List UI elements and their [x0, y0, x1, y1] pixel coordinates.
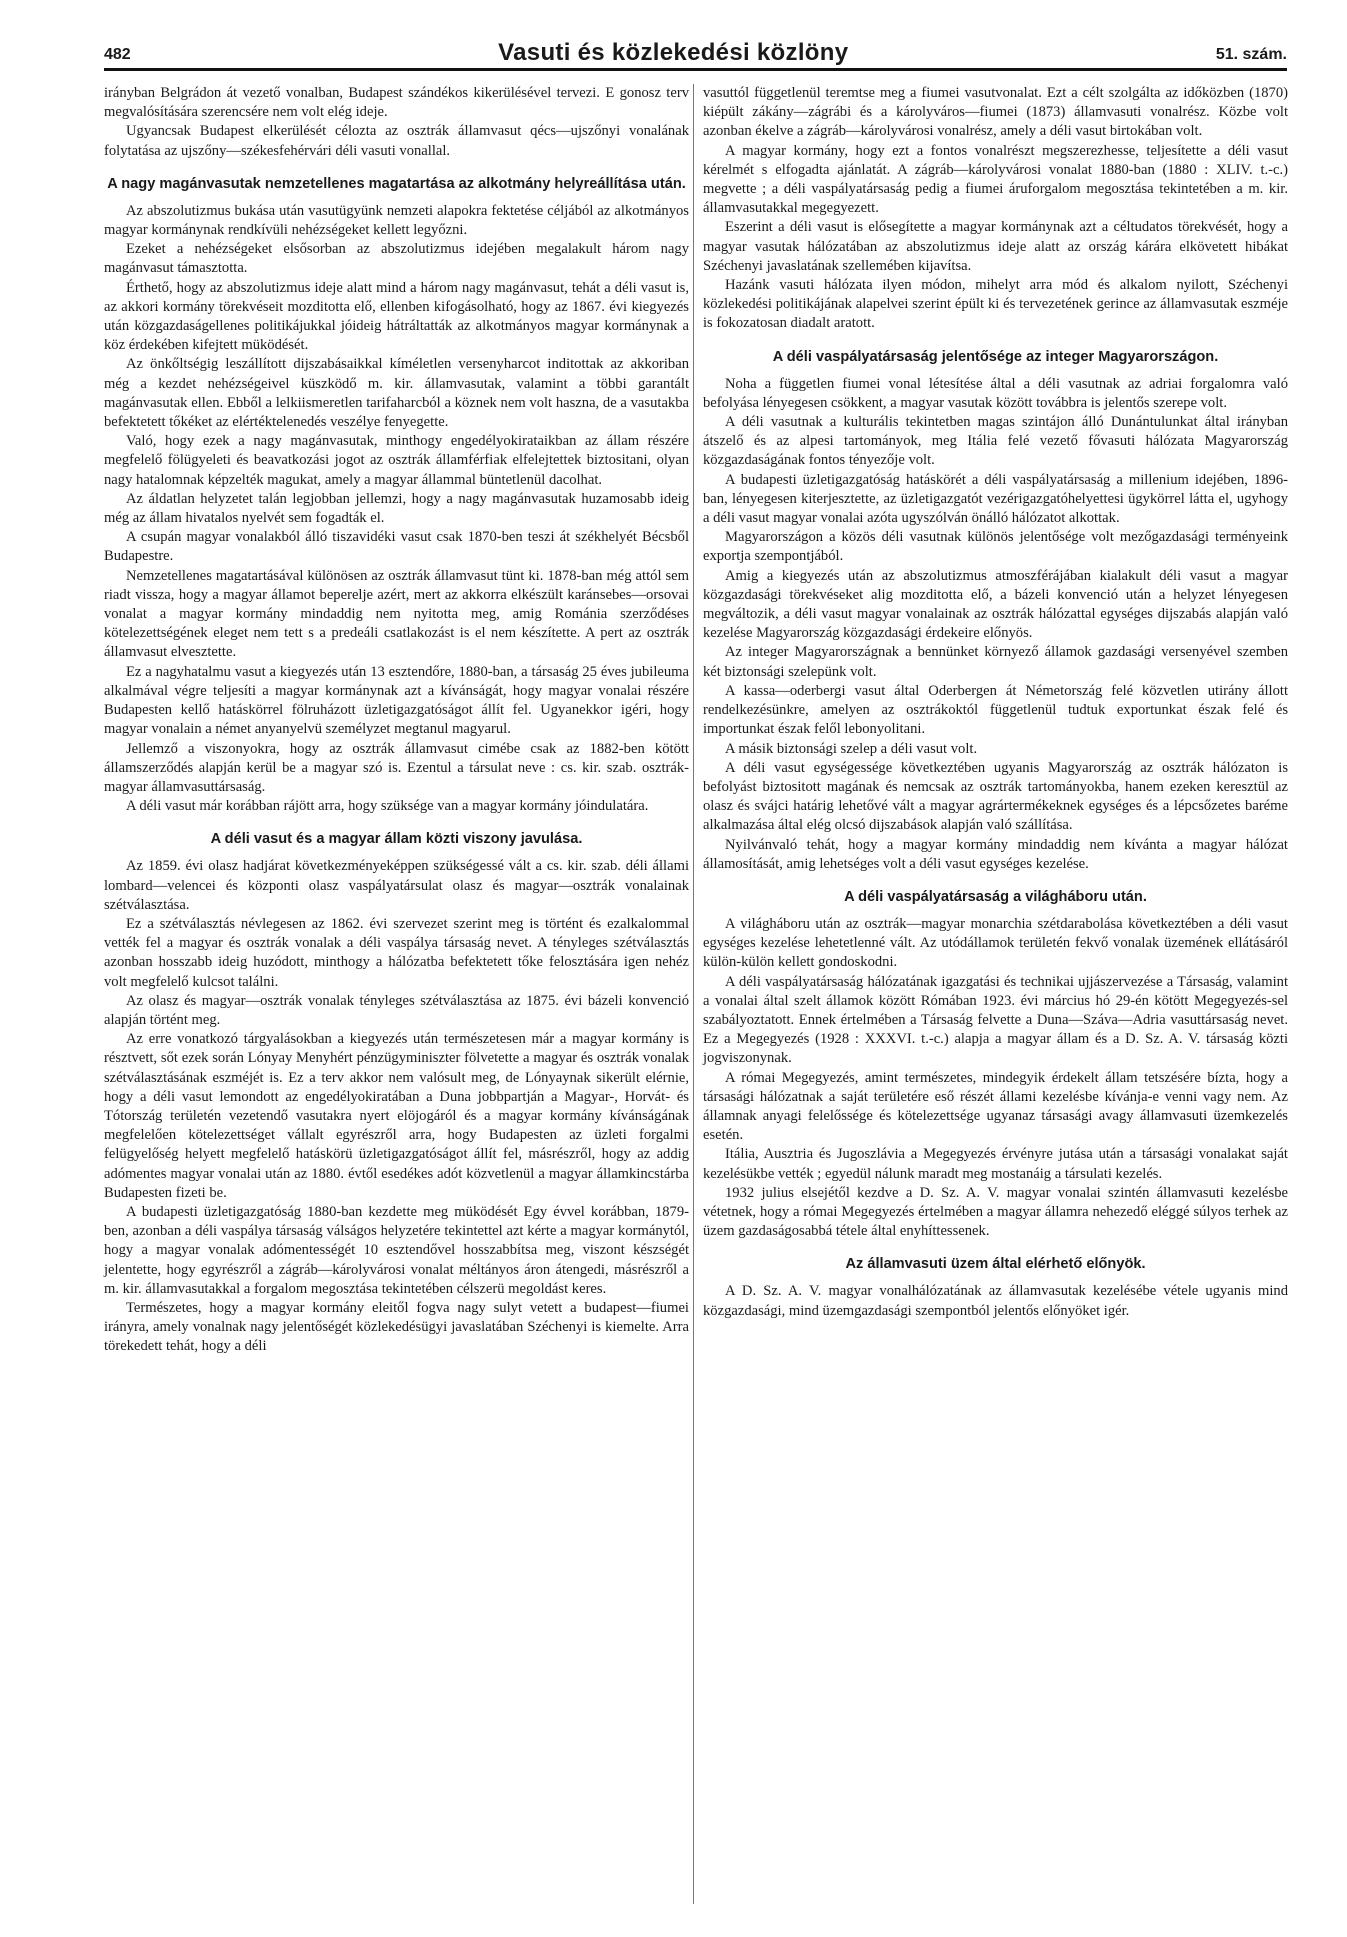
publication-title: Vasuti és közlekedési közlöny	[498, 39, 849, 66]
paragraph: Eszerint a déli vasut is elősegítette a magyar kormánynak azt a céltudatos törekvését, hogy a magyar vasutak hálózatában az abszolutizmus ideje alatt az ország kárára elkövetett hibákat Széchenyi javaslatának szellemében kijavítsa.	[703, 219, 1288, 274]
paragraph: A déli vasut egységessége következtében ugyanis Magyarország az osztrák hálózaton is befolyást biztositott magának és nemcsak az osztrák tartományokba, hanem ezeken keresztül az olasz és svájci határig lehetővé vált a magyar agrártermékeknek egységes és a lépcsőzetes baréme alkalmazása által elég olcsó dijszabások alapján való szállítása.	[703, 759, 1288, 834]
paragraph: A déli vasut már korábban rájött arra, hogy szüksége van a magyar kormány jóindulatára.	[126, 798, 649, 815]
paragraph: A magyar kormány, hogy ezt a fontos vonalrészt megszerezhesse, teljesítette a déli vasut kérelmét s elfogadta ajánlatát. A zágráb—károlyvárosi vonalat 1880-ban (1880 : XLIV. t.-c.) megvette ; a déli vaspályatársaság pedig a fiumei áruforgalom megosztása tekintetében a m. kir. államvasutakkal megegyezett.	[703, 142, 1288, 217]
paragraph: A D. Sz. A. V. magyar vonalhálózatának az államvasutak kezelésébe vétele ugyanis mind közgazdasági, mind üzemgazdasági szempontból jelentős előnyöket igér.	[703, 1283, 1288, 1319]
paragraph: Az olasz és magyar—osztrák vonalak tényleges szétválasztása az 1875. évi bázeli konvenció alapján történt meg.	[104, 992, 689, 1028]
paragraph: Jellemző a viszonyokra, hogy az osztrák államvasut cimébe csak az 1882-ben kötött államszerződés alapján kerül be a magyar szó is. Ezentul a társulat neve : cs. kir. szab. osztrák-magyar államvasuttársaság.	[104, 740, 689, 795]
paragraph: Az önkőltségig leszállított dijszabásaikkal kíméletlen versenyharcot inditottak az akkoriban még a kezdet nehézségeivel küszködő m. kir. államvasutak, valamint a többi garantált magánvasutak ellen. Ebből a lelkiismeretlen tarifaharcból a köznek nem volt haszna, de a vasutakba befektetett tőkéket az elértéktelenedés veszélye fenyegette.	[104, 356, 689, 431]
paragraph: A másik biztonsági szelep a déli vasut volt.	[725, 740, 978, 757]
right-column	[703, 84, 1288, 1321]
paragraph: Nemzetellenes magatartásával különösen az osztrák államvasut tünt ki. 1878-ban még attól sem riadt vissza, hogy a magyar államot beperelje azért, mert az akkorra elkészült karánsebes—orsovai vonalat a magyar kormány mindaddig nem nyitotta meg, amig Románia szerződéses kötelezettségének eleget nem tett s a predeáli csatlakozást is el nem készítette. A pert az osztrák államvasut elvesztette.	[104, 567, 689, 661]
page-number: 482	[104, 46, 131, 63]
paragraph: Az áldatlan helyzetet talán legjobban jellemzi, hogy a nagy magánvasutak huzamosabb ideig még az állam hivatalos nyelvét sem fogadták el.	[104, 490, 689, 527]
paragraph: Hazánk vasuti hálózata ilyen módon, mihelyt arra mód és alkalom nyilott, Széchenyi közlekedési politikájának alapelvei szerint épült ki és tervezetének gerince az államvasutak eszméje is fokozatosan diadalt aratott.	[703, 277, 1288, 332]
paragraph: Természetes, hogy a magyar kormány eleitől fogva nagy sulyt vetett a budapest—fiumei irányra, amely vonalnak nagy jelentőségét közlekedésügyi javaslatában Széchenyi is kiemelte. Arra törekedett tehát, hogy a déli	[104, 1299, 689, 1355]
paragraph: 1932 julius elsejétől kezdve a D. Sz. A. V. magyar vonalai szintén államvasuti kezelésbe vétetnek, hogy a római Megegyezés értelmében a magyar államra nehezedő eléggé súlyos terhek az üzem gazdaságosabbá tétele által enyhíttessenek.	[703, 1184, 1288, 1240]
paragraph: vasuttól függetlenül teremtse meg a fiumei vasutvonalat. Ezt a célt szolgálta az időközben (1870) kiépült zákány—zágrábi és a károlyváros—fiumei (1873) államvasuti vonalrész. Közbe volt azonban ékelve a zágráb—károlyvárosi vonalrész, amely a déli vasut birtokában volt.	[703, 85, 1288, 140]
paragraph: Az erre vonatkozó tárgyalásokban a kiegyezés után természetesen már a magyar kormány is résztvett, sőt ezek során Lónyay Menyhért pénzügyminiszter fölvetette a magyar és osztrák vonalak szétválasztásának eszméjét is. Ez a terv akkor nem valósult meg, de Lónyaynak sikerült elérnie, hogy a déli vasut lemondott az engedélyokiratában a Duna jobbpartján a Magyar-, Horvát- és Tótország területén vezetendő vasutakra nyert elöjogáról és a magyar kormány kívánságának megfelelően kötelezettséget vállalt egyrészről arra, hogy Budapesten az üzleti forgalmi felügyelőség helyett megfelelő hatáskörü üzletigazgatóságot állít fel, másrészről, hogy az addig adómentes magyar vonalai után az 1880. évtől esedékes adót közvetlenül a magyar államkincstárba Budapesten fizeti be.	[104, 1031, 689, 1201]
paragraph: Amig a kiegyezés után az abszolutizmus atmoszférájában kialakult déli vasut a magyar közgazdasági törekvéseket alig mozditotta elő, a bázeli konvenció után a helyzet lényegesen megváltozik, a déli vasut magyar vonalainak az osztrák hálózattal egységes dijszabás alapján való kezelése Magyarország közgazdasági érdekeire előnyös.	[703, 567, 1288, 642]
left-column	[104, 84, 689, 1357]
paragraph: Ugyancsak Budapest elkerülését célozta az osztrák államvasut qécs—ujszőnyi vonalának folytatása az ujszőny—székesfehérvári déli vasuti vonallal.	[104, 123, 689, 159]
paragraph: Érthető, hogy az abszolutizmus ideje alatt mind a három nagy magánvasut, tehát a déli vasut is, az akkori kormány törekvéseit mozditotta elő, ellenben kifogásolható, hogy az 1867. évi kiegyezés után közgazdaságellenes politikájukkal jóideig hátráltatták az alkotmányos magyar kormánynak a köz érdekében kifejtett müködését.	[104, 279, 689, 354]
page-header	[104, 34, 1287, 71]
paragraph: A csupán magyar vonalakból álló tiszavidéki vasut csak 1870-ben teszi át székhelyét Bécsből Budapestre.	[104, 529, 689, 565]
section-heading: A déli vaspályatársaság a világháboru után.	[844, 888, 1147, 905]
paragraph: A világháboru után az osztrák—magyar monarchia szétdarabolása következtében a déli vasut egységes kezelése lehetetlenné vált. Az utódállamok területén fekvő vonalak üzemének ellátásáról külön-külön kellett gondoskodni.	[703, 915, 1288, 971]
section-heading: Az államvasuti üzem által elérhető előnyök.	[845, 1256, 1146, 1273]
paragraph: Ez a szétválasztás névlegesen az 1862. évi szervezet szerint meg is történt és ezalkalommal vették fel a magyar és osztrák vonalak a déli vaspálya társaság nevet. A tényleges szétválasztás azonban hosszabb ideig huzódott, minthogy a hálózatba befektetett tőke felosztására igen nehéz volt megfelelő kulcsot találni.	[104, 915, 689, 990]
paragraph: Az integer Magyarországnak a bennünket környező államok gazdasági versenyével szemben két biztonsági szelepünk volt.	[703, 644, 1288, 680]
paragraph: Ez a nagyhatalmu vasut a kiegyezés után 13 esztendőre, 1880-ban, a társaság 25 éves jubileuma alkalmával végre teljesíti a magyar kormánynak azt a kívánságát, hogy magyar vonalai részére Budapesten kellő hatáskörrel fölruházott üzletigazgatóságot állít fel. Ugyanekkor igéri, hogy magyar vonalain a német anyanyelvü személyzet megtanul magyarul.	[104, 663, 689, 738]
paragraph: A budapesti üzletigazgatóság 1880-ban kezdette meg müködését Egy évvel korábban, 1879-ben, azonban a déli vaspálya társaság válságos helyzetére tekintettel azt kérte a magyar kormánytól, hogy a magyar vonalak adómentességét 10 esztendővel hosszabbítsa meg, viszont készségét jelentette, hogy egyrészről a zágráb—károlyvárosi vonalat méltányos áron átengedi, másrészről a m. kir. államvasutakkal a forgalom megosztása tekintetében célszerü megoldást keres.	[104, 1203, 689, 1297]
paragraph: irányban Belgrádon át vezető vonalban, Budapest szándékos kikerülésével tervezi. E gonosz terv megvalósítására szerencsére nem volt elég ideje.	[104, 85, 689, 121]
section-heading: A déli vasut és a magyar állam közti viszony javulása.	[210, 831, 583, 848]
paragraph: Az abszolutizmus bukása után vasutügyünk nemzeti alapokra fektetése céljából az alkotmányos magyar kormánynak rendkívüli nehézségeket kellett legyőzni.	[104, 202, 689, 239]
paragraph: Nyilvánvaló tehát, hogy a magyar kormány mindaddig nem kívánta a magyar hálózat államosítását, amig lehetséges volt a déli vasut egységes kezelése.	[703, 836, 1288, 872]
paragraph: Noha a független fiumei vonal létesítése által a déli vasutnak az adriai forgalomra való befolyása lényegesen csökkent, a magyar vasutak között továbbra is jelentős szerepe volt.	[703, 375, 1288, 411]
paragraph: Magyarországon a közös déli vasutnak különös jelentősége volt mezőgazdasági terményeink exportja szempontjából.	[703, 529, 1288, 565]
paragraph: A budapesti üzletigazgatóság hatáskörét a déli vaspályatársaság a millenium idejében, 1896-ban, lényegesen kiterjesztette, az üzletigazgatót vezérigazgatóhelyettesi ügykörrel látta el, ugyhogy a déli vasut magyar vonalai azóta ugyszólván önálló hálózatot alkottak.	[703, 471, 1288, 527]
paragraph: A déli vasutnak a kulturális tekintetben magas szintájon álló Dunántulunkat által irányban átszelő és az alpesi tartományok, meg Itália felé vezető fővasuti hálózata Magyarország közgazdaságának fontos tényezője volt.	[703, 414, 1288, 469]
paragraph: A kassa—oderbergi vasut által Oderbergen át Németország felé közvetlen utirány állott rendelkezésünkre, amelyen az osztrákoktól függetlenül tudtuk exportunkat észak felé és importunkat észak felől lebonyolitani.	[703, 682, 1288, 738]
paragraph: Itália, Ausztria és Jugoszlávia a Megegyezés érvényre jutása után a társasági vonalakat saját kezelésükbe vették ; egyedül nálunk maradt meg mostanáig a társulati kezelés.	[703, 1146, 1288, 1182]
paragraph: A római Megegyezés, amint természetes, mindegyik érdekelt állam tetszésére bízta, hogy a társasági hálózatnak a saját területére eső részét állami kezelésbe kívánja-e venni vagy nem. Az államnak anyagi felelőssége és kötelezettsége ugyanaz társasági avagy államvasuti üzemkezelés esetén.	[703, 1069, 1288, 1144]
paragraph: Ezeket a nehézségeket elsősorban az abszolutizmus idejében megalakult három nagy magánvasut támasztotta.	[104, 241, 689, 277]
section-heading: A déli vaspályatársaság jelentősége az integer Magyarországon.	[772, 348, 1219, 365]
issue-number: 51. szám.	[1215, 46, 1287, 63]
paragraph: A déli vaspályatársaság hálózatának igazgatási és technikai ujjászervezése a Társaság, valamint a vonalai által szelt államok között Rómában 1923. évi március hó 29-én kötött Megegyezés-sel szabályoztatott. Ennek értelmében a Társaság felvette a Duna—Száva—Adria vasuttársaság nevet. Ez a Megegyezés (1928 : XXXVI. t.-c.) alapja a magyar állam és a D. Sz. A. V. társaság közti jogviszonynak.	[703, 973, 1288, 1067]
section-heading: A nagy magánvasutak nemzetellenes magatartása az alkotmány helyreállítása után.	[107, 175, 686, 192]
column-divider	[693, 84, 694, 1904]
paragraph: Az 1859. évi olasz hadjárat következményeképpen szükségessé vált a cs. kir. szab. déli állami lombard—velencei és központi olasz vaspályatársulat olasz és magyar—osztrák vonalainak szétválasztása.	[104, 858, 689, 913]
paragraph: Való, hogy ezek a nagy magánvasutak, minthogy engedélyokirataikban az állam részére megfelelő fölügyeleti és beavatkozási jogot az osztrák államférfiak elfelejtettek biztositani, olyan nagy hatalomnak képzelték magukat, amely a magyar állammal büntetlenül dacolhat.	[104, 433, 689, 488]
